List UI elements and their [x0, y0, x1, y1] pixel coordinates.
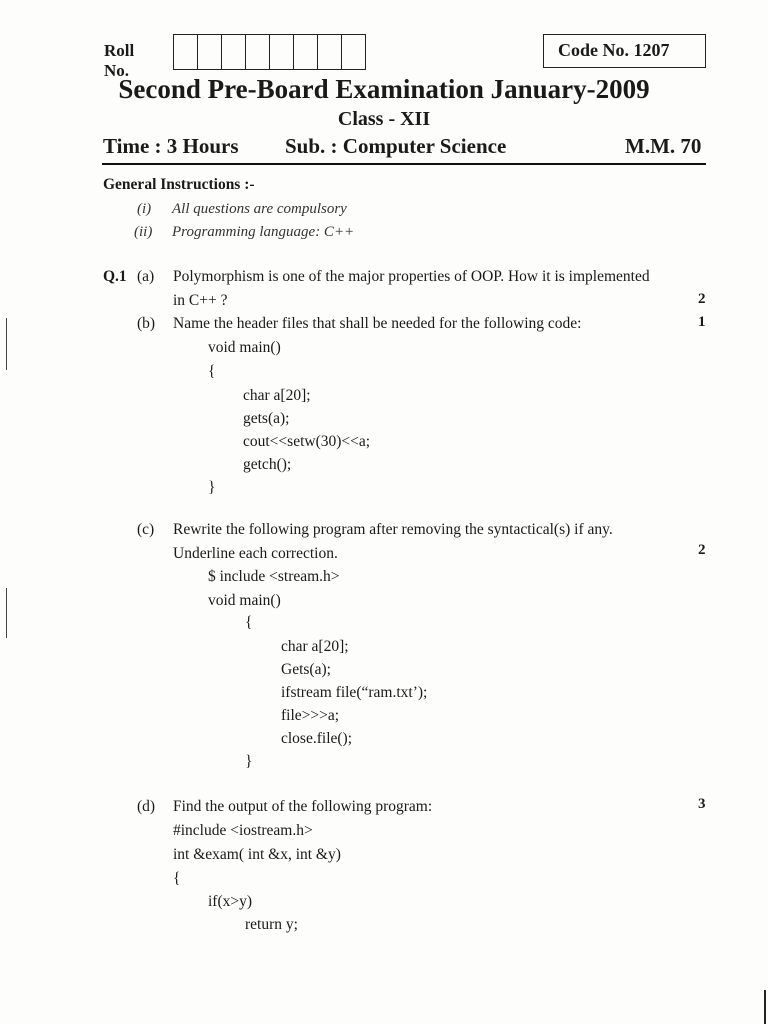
exam-title: Second Pre-Board Examination January-2009 — [118, 74, 650, 104]
part-a-text-line2: in C++ ? — [173, 292, 228, 309]
code-line: #include <iostream.h> — [173, 822, 313, 839]
part-d-text: Find the output of the following program: — [173, 798, 433, 815]
code-number-box: Code No. 1207 — [543, 34, 706, 68]
code-line: $ include <stream.h> — [208, 568, 340, 585]
instruction-text: Programming language: C++ — [172, 224, 355, 240]
part-a-label: (a) — [137, 268, 155, 285]
code-line: file>>>a; — [281, 707, 340, 724]
part-d-label: (d) — [137, 798, 156, 815]
code-line: getch(); — [243, 456, 292, 473]
code-line: int &exam( int &x, int &y) — [173, 846, 341, 863]
scan-mark — [6, 318, 7, 370]
instructions-heading: General Instructions :- — [103, 176, 255, 193]
code-line: ifstream file(“ram.txt’); — [281, 684, 428, 701]
code-line: } — [245, 753, 253, 770]
code-line: { — [208, 363, 216, 380]
code-line: char a[20]; — [243, 387, 311, 404]
code-line: cout<<setw(30)<<a; — [243, 433, 371, 450]
part-b-marks: 1 — [698, 314, 706, 330]
part-b-text: Name the header files that shall be needed for the following code: — [173, 315, 582, 332]
code-line: close.file(); — [281, 730, 353, 747]
instruction-number: (i) — [137, 201, 152, 217]
scan-mark — [764, 990, 766, 1024]
code-line: gets(a); — [243, 410, 290, 427]
max-marks-label: M.M. 70 — [625, 134, 702, 158]
code-line: return y; — [245, 916, 298, 933]
subject-label: Sub. : Computer Science — [285, 134, 507, 158]
part-a-text-line1: Polymorphism is one of the major properties of OOP. How it is implemented — [173, 268, 650, 285]
part-b-label: (b) — [137, 315, 156, 332]
part-c-label: (c) — [137, 521, 155, 538]
code-line: if(x>y) — [208, 893, 253, 910]
part-c-marks: 2 — [698, 542, 706, 558]
part-c-text-line2: Underline each correction. — [173, 545, 338, 562]
instruction-text: All questions are compulsory — [172, 201, 347, 217]
code-line: } — [208, 479, 216, 496]
scan-mark — [6, 588, 7, 638]
class-label: Class - XII — [337, 108, 431, 130]
roll-number-boxes — [173, 34, 366, 70]
code-line: Gets(a); — [281, 661, 331, 678]
code-line: { — [245, 614, 253, 631]
part-c-text-line1: Rewrite the following program after removing the syntactical(s) if any. — [173, 521, 613, 538]
part-a-marks: 2 — [698, 291, 706, 307]
roll-number-label: Roll No. — [104, 41, 135, 80]
question-label: Q.1 — [103, 268, 127, 285]
part-d-marks: 3 — [698, 796, 706, 812]
instruction-number: (ii) — [134, 224, 153, 240]
time-label: Time : 3 Hours — [103, 134, 239, 158]
header-divider — [102, 163, 706, 165]
code-line: { — [173, 870, 181, 887]
code-line: void main() — [208, 592, 281, 609]
code-line: void main() — [208, 339, 281, 356]
code-line: char a[20]; — [281, 638, 349, 655]
